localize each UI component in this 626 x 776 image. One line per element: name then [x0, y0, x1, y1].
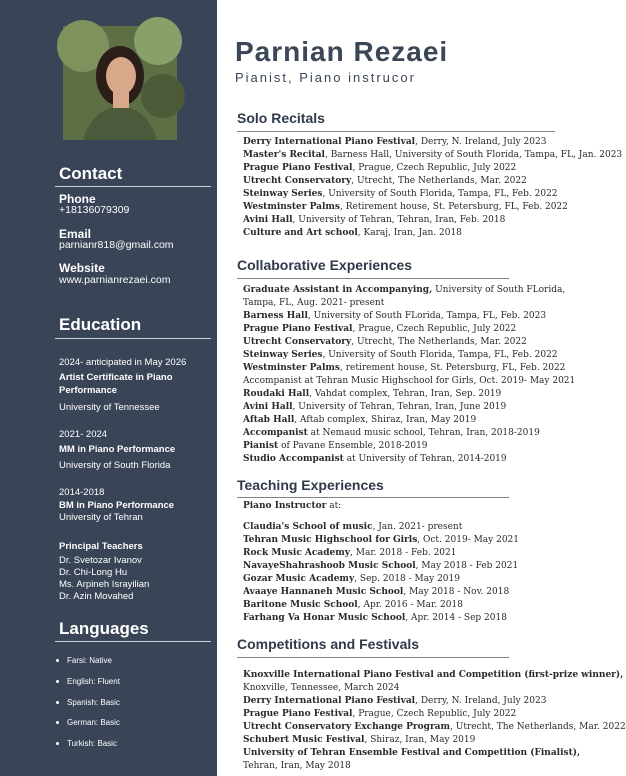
- list-item: [243, 323, 575, 336]
- teaching-intro: [243, 500, 341, 513]
- list-item-bold: Barness Hall: [243, 311, 308, 321]
- list-item-text: , Karaj, Iran, Jan. 2018: [357, 228, 462, 238]
- list-item-text: , Derry, N. Ireland, July 2023: [415, 696, 547, 706]
- list-item-bold: Derry International Piano Festival: [243, 696, 416, 706]
- list-item-bold: Studio Accompanist: [243, 454, 344, 464]
- list-item: [243, 560, 519, 573]
- list-item-text: , Mar. 2018 - Feb. 2021: [350, 548, 457, 558]
- list-item-text: , University of Tehran, Tehran, Iran, June 2019: [292, 402, 507, 412]
- list-item-text: Knoxville, Tennessee, March 2024: [243, 683, 400, 693]
- education-school: University of South Florida: [59, 460, 171, 471]
- list-item-text: , Jan. 2021- present: [372, 522, 463, 532]
- list-item-bold: Prague Piano Festival: [243, 324, 353, 334]
- phone-label: Phone: [59, 192, 96, 206]
- education-school: University of Tehran: [59, 512, 143, 523]
- list-item-text: , Sep. 2018 - May 2019: [354, 574, 460, 584]
- contact-divider: [55, 186, 211, 187]
- list-item-bold: Westminster Palms: [243, 202, 341, 212]
- section-title: Solo Recitals: [237, 110, 325, 126]
- list-item-bold: Graduate Assistant in Accompanying,: [243, 285, 433, 295]
- list-item: [243, 136, 622, 149]
- teacher-item: Dr. Svetozar Ivanov: [59, 555, 142, 566]
- education-degree-cont: Performance: [59, 385, 118, 396]
- list-item-bold: Knoxville International Piano Festival and Competition (first-prize winner),: [243, 670, 624, 680]
- list-item-text: Tehran, Iran, May 2018: [243, 761, 351, 771]
- list-item-bold: Avini Hall: [243, 402, 293, 412]
- list-item-text: , University of South FLorida, Tampa, FL, Feb. 2023: [307, 311, 547, 321]
- language-text: Turkish: Basic: [67, 739, 117, 748]
- list-item-bold: NavayeShahrashoob Music School: [243, 561, 416, 571]
- list-item: [243, 453, 575, 466]
- bullet-icon: [56, 680, 59, 683]
- collab-list: [243, 284, 575, 466]
- teacher-item: Ms. Arpineh Israyilian: [59, 579, 150, 590]
- list-item-bold: Baritone Music School: [243, 600, 358, 610]
- list-item-text: at University of Tehran, 2014-2019: [343, 454, 507, 464]
- list-item-bold: Master's Recital: [243, 150, 325, 160]
- list-item: [243, 375, 575, 388]
- languages-divider: [55, 641, 211, 642]
- list-item-bold: Roudaki Hall: [243, 389, 310, 399]
- list-item-bold: Farhang Va Honar Music School: [243, 613, 406, 623]
- list-item-bold: Prague Piano Festival: [243, 709, 353, 719]
- list-item-text: University of South FLorida,: [432, 285, 566, 295]
- list-item: [243, 534, 519, 547]
- list-item: [243, 427, 575, 440]
- list-item: [243, 362, 575, 375]
- language-item: [56, 718, 120, 727]
- person-name: Parnian Rezaei: [235, 36, 449, 67]
- languages-heading: Languages: [59, 619, 149, 638]
- teachers-heading: Principal Teachers: [59, 541, 143, 552]
- list-item: [243, 188, 622, 201]
- list-item-text: , May 2018 - Feb 2021: [415, 561, 519, 571]
- education-divider: [55, 338, 211, 339]
- section-title: Teaching Experiences: [237, 477, 384, 493]
- list-item-text: , Barness Hall, University of South Florida, Tampa, FL, Jan. 2023: [324, 150, 623, 160]
- language-item: [56, 656, 112, 665]
- bullet-icon: [56, 721, 59, 724]
- list-item: [243, 310, 575, 323]
- website-label: Website: [59, 261, 105, 275]
- language-item: [56, 677, 120, 686]
- sidebar: [0, 0, 217, 776]
- list-item-bold: Avini Hall: [243, 215, 293, 225]
- list-item: [243, 682, 626, 695]
- list-item-bold: Derry International Piano Festival: [243, 137, 416, 147]
- list-item-bold: Schubert Music Festival: [243, 735, 365, 745]
- section-divider: [237, 131, 555, 132]
- profile-photo: [63, 26, 177, 140]
- education-dates: 2024- anticipated in May 2026: [59, 357, 187, 368]
- list-item: [243, 708, 626, 721]
- language-item: [56, 739, 117, 748]
- list-item-text: , Utrecht, The Netherlands, Mar. 2022: [351, 337, 527, 347]
- list-item-bold: Steinway Series: [243, 189, 323, 199]
- competitions-list: [243, 669, 626, 773]
- list-item-text: , Prague, Czech Republic, July 2022: [352, 163, 517, 173]
- list-item-bold: Utrecht Conservatory: [243, 337, 352, 347]
- education-degree: MM in Piano Performance: [59, 444, 176, 455]
- bullet-icon: [56, 659, 59, 662]
- list-item: [243, 440, 575, 453]
- list-item: [243, 586, 519, 599]
- list-item-text: , Utrecht, The Netherlands, Mar. 2022: [351, 176, 527, 186]
- list-item: [243, 297, 575, 310]
- list-item: [243, 214, 622, 227]
- list-item-text: , Prague, Czech Republic, July 2022: [352, 709, 517, 719]
- list-item: [243, 747, 626, 760]
- list-item-bold: Aftab Hall: [243, 415, 295, 425]
- bullet-icon: [56, 701, 59, 704]
- solo-list: [243, 136, 622, 240]
- list-item-text: , Apr. 2014 - Sep 2018: [405, 613, 507, 623]
- list-item-text: , May 2018 - Nov. 2018: [403, 587, 510, 597]
- list-item-text: , Aftab complex, Shiraz, Iran, May 2019: [294, 415, 477, 425]
- list-item-text: , University of Tehran, Tehran, Iran, Feb. 2018: [292, 215, 506, 225]
- teaching-intro-text: at:: [326, 501, 342, 511]
- education-degree: Artist Certificate in Piano: [59, 372, 173, 383]
- list-item-bold: Tehran Music Highschool for Girls: [243, 535, 418, 545]
- language-text: Spanish: Basic: [67, 698, 120, 707]
- email-value[interactable]: parnianr818@gmail.com: [59, 239, 174, 251]
- list-item-text: , University of South Florida, Tampa, FL, Feb. 2022: [322, 350, 558, 360]
- list-item-bold: University of Tehran Ensemble Festival and Competition (Finalist),: [243, 748, 581, 758]
- list-item-text: , Utrecht, The Netherlands, Mar. 2022: [450, 722, 626, 732]
- list-item-text: , Shiraz, Iran, May 2019: [364, 735, 476, 745]
- list-item: [243, 721, 626, 734]
- list-item-bold: Avaaye Hannaneh Music School: [243, 587, 404, 597]
- list-item-text: , Apr. 2016 - Mar. 2018: [357, 600, 463, 610]
- list-item-text: , Retirement house, St. Petersburg, FL, Feb. 2022: [340, 202, 568, 212]
- list-item: [243, 521, 519, 534]
- list-item-text: , Derry, N. Ireland, July 2023: [415, 137, 547, 147]
- list-item: [243, 669, 626, 682]
- section-title: Collaborative Experiences: [237, 257, 413, 273]
- list-item: [243, 162, 622, 175]
- list-item: [243, 227, 622, 240]
- teacher-item: Dr. Chi-Long Hu: [59, 567, 128, 578]
- list-item: [243, 695, 626, 708]
- phone-value[interactable]: +18136079309: [59, 204, 130, 216]
- teaching-intro-role: Piano Instructor: [243, 501, 327, 511]
- list-item: [243, 612, 519, 625]
- list-item-text: of Pavane Ensemble, 2018-2019: [278, 441, 428, 451]
- contact-heading: Contact: [59, 164, 123, 183]
- section-title: Competitions and Festivals: [237, 636, 420, 652]
- email-label: Email: [59, 227, 92, 241]
- list-item: [243, 734, 626, 747]
- main-content: [217, 0, 626, 776]
- list-item-text: , Prague, Czech Republic, July 2022: [352, 324, 517, 334]
- education-school: University of Tennessee: [59, 402, 160, 413]
- list-item: [243, 149, 622, 162]
- language-text: German: Basic: [67, 718, 120, 727]
- bullet-icon: [56, 742, 59, 745]
- list-item-bold: Claudia's School of music: [243, 522, 373, 532]
- education-heading: Education: [59, 315, 142, 334]
- list-item-text: Accompanist at Tehran Music Highschool for Girls, Oct. 2019- May 2021: [243, 376, 576, 386]
- person-subtitle: Pianist, Piano instrucor: [235, 70, 416, 85]
- list-item-text: , Oct. 2019- May 2021: [417, 535, 519, 545]
- list-item-bold: Culture and Art school: [243, 228, 358, 238]
- list-item-bold: Accompanist: [243, 428, 308, 438]
- section-divider: [237, 657, 509, 658]
- list-item-text: , retirement house, St. Petersburg, FL, Feb. 2022: [340, 363, 566, 373]
- section-divider: [237, 278, 509, 279]
- list-item: [243, 284, 575, 297]
- language-item: [56, 698, 120, 707]
- list-item: [243, 349, 575, 362]
- section-divider: [237, 497, 509, 498]
- list-item-text: , University of South Florida, Tampa, FL, Feb. 2022: [322, 189, 558, 199]
- website-link[interactable]: www.parnianrezaei.com: [59, 274, 171, 286]
- list-item-text: at Nemaud music school, Tehran, Iran, 2018-2019: [307, 428, 540, 438]
- list-item: [243, 401, 575, 414]
- list-item-bold: Gozar Music Academy: [243, 574, 355, 584]
- language-text: Farsi: Native: [67, 656, 112, 665]
- list-item-bold: Rock Music Academy: [243, 548, 351, 558]
- list-item-text: , Vahdat complex, Tehran, Iran, Sep. 2019: [309, 389, 502, 399]
- list-item: [243, 388, 575, 401]
- teacher-item: Dr. Azin Movahed: [59, 591, 134, 602]
- list-item: [243, 201, 622, 214]
- list-item: [243, 599, 519, 612]
- education-dates: 2014-2018: [59, 487, 105, 498]
- list-item: [243, 760, 626, 773]
- list-item-bold: Utrecht Conservatory Exchange Program: [243, 722, 451, 732]
- education-dates: 2021- 2024: [59, 429, 108, 440]
- language-text: English: Fluent: [67, 677, 120, 686]
- teaching-list: [243, 521, 519, 625]
- list-item-text: Tampa, FL, Aug. 2021- present: [243, 298, 385, 308]
- education-degree: BM in Piano Performance: [59, 500, 175, 511]
- list-item-bold: Westminster Palms: [243, 363, 341, 373]
- list-item: [243, 414, 575, 427]
- list-item: [243, 573, 519, 586]
- list-item: [243, 547, 519, 560]
- list-item-bold: Utrecht Conservatory: [243, 176, 352, 186]
- list-item-bold: Prague Piano Festival: [243, 163, 353, 173]
- list-item-bold: Steinway Series: [243, 350, 323, 360]
- list-item: [243, 175, 622, 188]
- list-item: [243, 336, 575, 349]
- list-item-bold: Pianist: [243, 441, 279, 451]
